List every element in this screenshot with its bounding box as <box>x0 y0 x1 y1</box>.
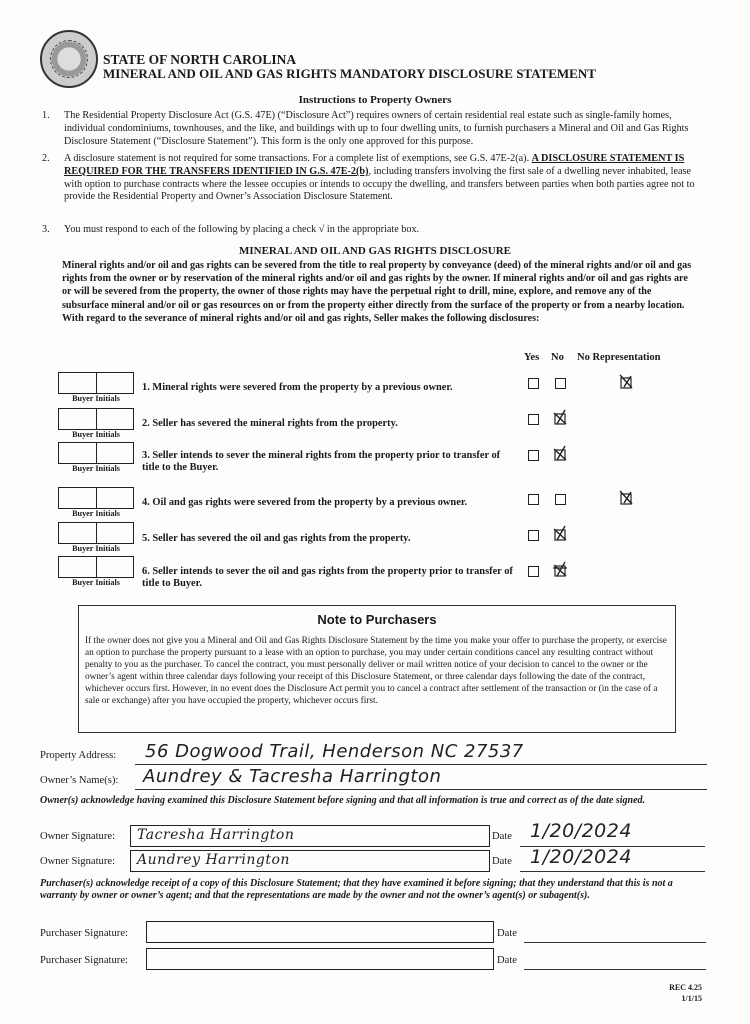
initials-box[interactable] <box>58 522 134 544</box>
owner-signature-2: Aundrey Harrington <box>137 852 290 868</box>
buyer-initials-2[interactable] <box>58 408 134 439</box>
instruction-text-part: A disclosure statement is not required for some transactions. For a complete list of exemptions, see G.S. 47E-2(a). <box>64 153 532 164</box>
check-mark-no-rep-4[interactable] <box>618 488 636 506</box>
state-header: STATE OF NORTH CAROLINA <box>103 52 297 67</box>
checkbox-yes-4[interactable] <box>528 494 539 505</box>
buyer-initials-4[interactable] <box>58 487 134 518</box>
check-mark-no-6[interactable] <box>551 559 569 577</box>
owner-acknowledgment: Owner(s) acknowledge having examined this Disclosure Statement before signing and that all information is true and correct as of the date signed. <box>40 795 646 806</box>
checkbox-yes-2[interactable] <box>528 414 539 425</box>
instruction-emphasis: A DISCLOSURE STATEMENT IS REQUIRED FOR THE TRANSFERS IDENTIFIED IN G.S. 47E-2(b) <box>64 153 685 177</box>
checkbox-no-4[interactable] <box>555 494 566 505</box>
check-mark-no-5[interactable] <box>551 523 569 541</box>
purchaser-date-field-2[interactable] <box>524 969 706 970</box>
buyer-initials-label: Buyer Initials <box>72 509 120 518</box>
question-4: 4. Oil and gas rights were severed from the property by a previous owner. <box>142 497 468 508</box>
owners-name-label: Owner’s Name(s): <box>40 775 119 786</box>
form-title: MINERAL AND OIL AND GAS RIGHTS MANDATORY DISCLOSURE STATEMENT <box>103 66 596 81</box>
property-address-field[interactable]: 56 Dogwood Trail, Henderson NC 27537 <box>145 741 524 762</box>
checkbox-yes-1[interactable] <box>528 378 539 389</box>
question-2: 2. Seller has severed the mineral rights from the property. <box>142 418 398 429</box>
purchaser-signature-field-1[interactable] <box>146 921 494 943</box>
initials-box[interactable] <box>58 372 134 394</box>
instruction-item-2 <box>42 153 707 204</box>
owners-name-line <box>135 789 707 790</box>
instructions-title: Instructions to Property Owners <box>298 94 452 106</box>
buyer-initials-6[interactable] <box>58 556 134 587</box>
purchaser-acknowledgment: Purchaser(s) acknowledge receipt of a copy of this Disclosure Statement; that they have examined it before signing; that they understand that this is not a warranty by owner or owner’s agent; and that the representations are made by the owner and not the owner’s agent(s) or subagent(s). <box>40 878 673 902</box>
instruction-item-1 <box>42 110 707 148</box>
buyer-initials-1[interactable] <box>58 372 134 403</box>
form-number: REC 4.25 <box>669 983 702 992</box>
check-mark-no-3[interactable] <box>551 443 569 461</box>
owners-name-field[interactable]: Aundrey & Tacresha Harrington <box>143 766 442 787</box>
initials-box[interactable] <box>58 556 134 578</box>
property-address-line <box>135 764 707 765</box>
purchaser-signature-label-1: Purchaser Signature: <box>40 928 128 939</box>
date-label-2: Date <box>492 856 512 867</box>
question-1: 1. Mineral rights were severed from the property by a previous owner. <box>142 382 453 393</box>
checkbox-yes-3[interactable] <box>528 450 539 461</box>
question-5: 5. Seller has severed the oil and gas rights from the property. <box>142 533 411 544</box>
check-mark-no-rep-1[interactable] <box>618 372 636 390</box>
instruction-text-part: , including transfers involving the first sale of a dwelling never inhabited, lease with option to purchase contracts where the lessee occupies or intends to occupy the dwelling, and transfers between parties when both parties agree not to provide the Residential Property and Owner’s Association Disclosure Statement. <box>64 165 695 203</box>
column-yes: Yes <box>524 352 540 363</box>
owner-signature-label-1: Owner Signature: <box>40 831 116 842</box>
date-label-1: Date <box>492 831 512 842</box>
check-mark-no-2[interactable] <box>551 407 569 425</box>
purchaser-date-label-2: Date <box>497 955 517 966</box>
owner-signature-1: Tacresha Harrington <box>137 827 295 843</box>
property-address-label: Property Address: <box>40 750 117 761</box>
instruction-item-3 <box>42 224 707 237</box>
owner-signature-label-2: Owner Signature: <box>40 856 116 867</box>
revision-date: 1/1/15 <box>681 994 702 1003</box>
initials-box[interactable] <box>58 442 134 464</box>
buyer-initials-3[interactable] <box>58 442 134 473</box>
purchaser-date-label-1: Date <box>497 928 517 939</box>
question-3: 3. Seller intends to sever the mineral rights from the property prior to transfer of title to the Buyer. <box>142 450 501 473</box>
instruction-number: 2. <box>42 153 50 164</box>
instruction-number: 3. <box>42 224 50 235</box>
buyer-initials-label: Buyer Initials <box>72 544 120 553</box>
owner-date-field-2[interactable]: 1/20/2024 <box>530 846 632 868</box>
column-no: No <box>551 352 564 363</box>
initials-box[interactable] <box>58 408 134 430</box>
purchaser-signature-label-2: Purchaser Signature: <box>40 955 128 966</box>
note-title: Note to Purchasers <box>317 612 437 627</box>
disclosure-paragraph: Mineral rights and/or oil and gas rights can be severed from the title to real property by conveyance (deed) of the mineral rights and/or oil and gas rights from the owner or by reservation of the mineral rights and/or oil and gas rights by the owner. If mineral rights and/or oil and gas rights are or will be severed from the property, the owner of those rights may have the perpetual right to drill, mine, explore, and remove any of the subsurface mineral and/or oil or gas resources on or from the property either directly from the surface of the property or from a nearby location. With regard to the severance of mineral rights and/or oil and gas rights, Seller makes the following disclosures: <box>62 260 692 324</box>
checkbox-no-1[interactable] <box>555 378 566 389</box>
purchaser-date-field-1[interactable] <box>524 942 706 943</box>
initials-box[interactable] <box>58 487 134 509</box>
instruction-number: 1. <box>42 110 50 121</box>
disclosure-title: MINERAL AND OIL AND GAS RIGHTS DISCLOSURE <box>238 245 511 257</box>
owner-signature-field-1[interactable] <box>130 825 490 847</box>
owner-date-field-1[interactable]: 1/20/2024 <box>530 820 632 842</box>
instruction-text <box>64 153 707 204</box>
checkbox-yes-5[interactable] <box>528 530 539 541</box>
question-6: 6. Seller intends to sever the oil and gas rights from the property prior to transfer of title to Buyer. <box>142 566 513 589</box>
buyer-initials-5[interactable] <box>58 522 134 553</box>
purchaser-signature-field-2[interactable] <box>146 948 494 970</box>
column-no-representation: No Representation <box>577 352 661 363</box>
date-line-2 <box>520 871 705 872</box>
buyer-initials-label: Buyer Initials <box>72 464 120 473</box>
buyer-initials-label: Buyer Initials <box>72 394 120 403</box>
instruction-text: You must respond to each of the following by placing a check √ in the appropriate box. <box>64 224 420 235</box>
note-body: If the owner does not give you a Mineral and Oil and Gas Rights Disclosure Statement by the time you make your offer to purchase the property, or exercise an option to purchase the property pursuant to a lease with an option to purchase, you may under certain conditions cancel any resulting contract without penalty to you as the purchaser. To cancel the contract, you must personally deliver or mail written notice of your decision to cancel to the owner or the owner’s agent within three calendar days following your receipt of this Disclosure Statement, or three calendar days following the date of the contract, whichever occurs first. However, in no event does the Disclosure Act permit you to cancel a contract after settlement of the transaction or (in the case of a sale or exchange) after you have occupied the property, whichever occurs first. <box>85 636 667 706</box>
owner-signature-field-2[interactable] <box>130 850 490 872</box>
instruction-text: The Residential Property Disclosure Act (G.S. 47E) (“Disclosure Act”) requires owners of certain residential real estate such as single-family homes, individual condominiums, townhouses, and the like, and buildings with up to four dwelling units, to furnish purchasers a Mineral and Oil and Gas Rights Disclosure Statement (“Disclosure Statement”). This form is the only one approved for this purpose. <box>64 110 689 147</box>
checkbox-yes-6[interactable] <box>528 566 539 577</box>
buyer-initials-label: Buyer Initials <box>72 578 120 587</box>
note-to-purchasers-box <box>78 605 676 733</box>
buyer-initials-label: Buyer Initials <box>72 430 120 439</box>
state-seal-logo <box>40 30 98 88</box>
